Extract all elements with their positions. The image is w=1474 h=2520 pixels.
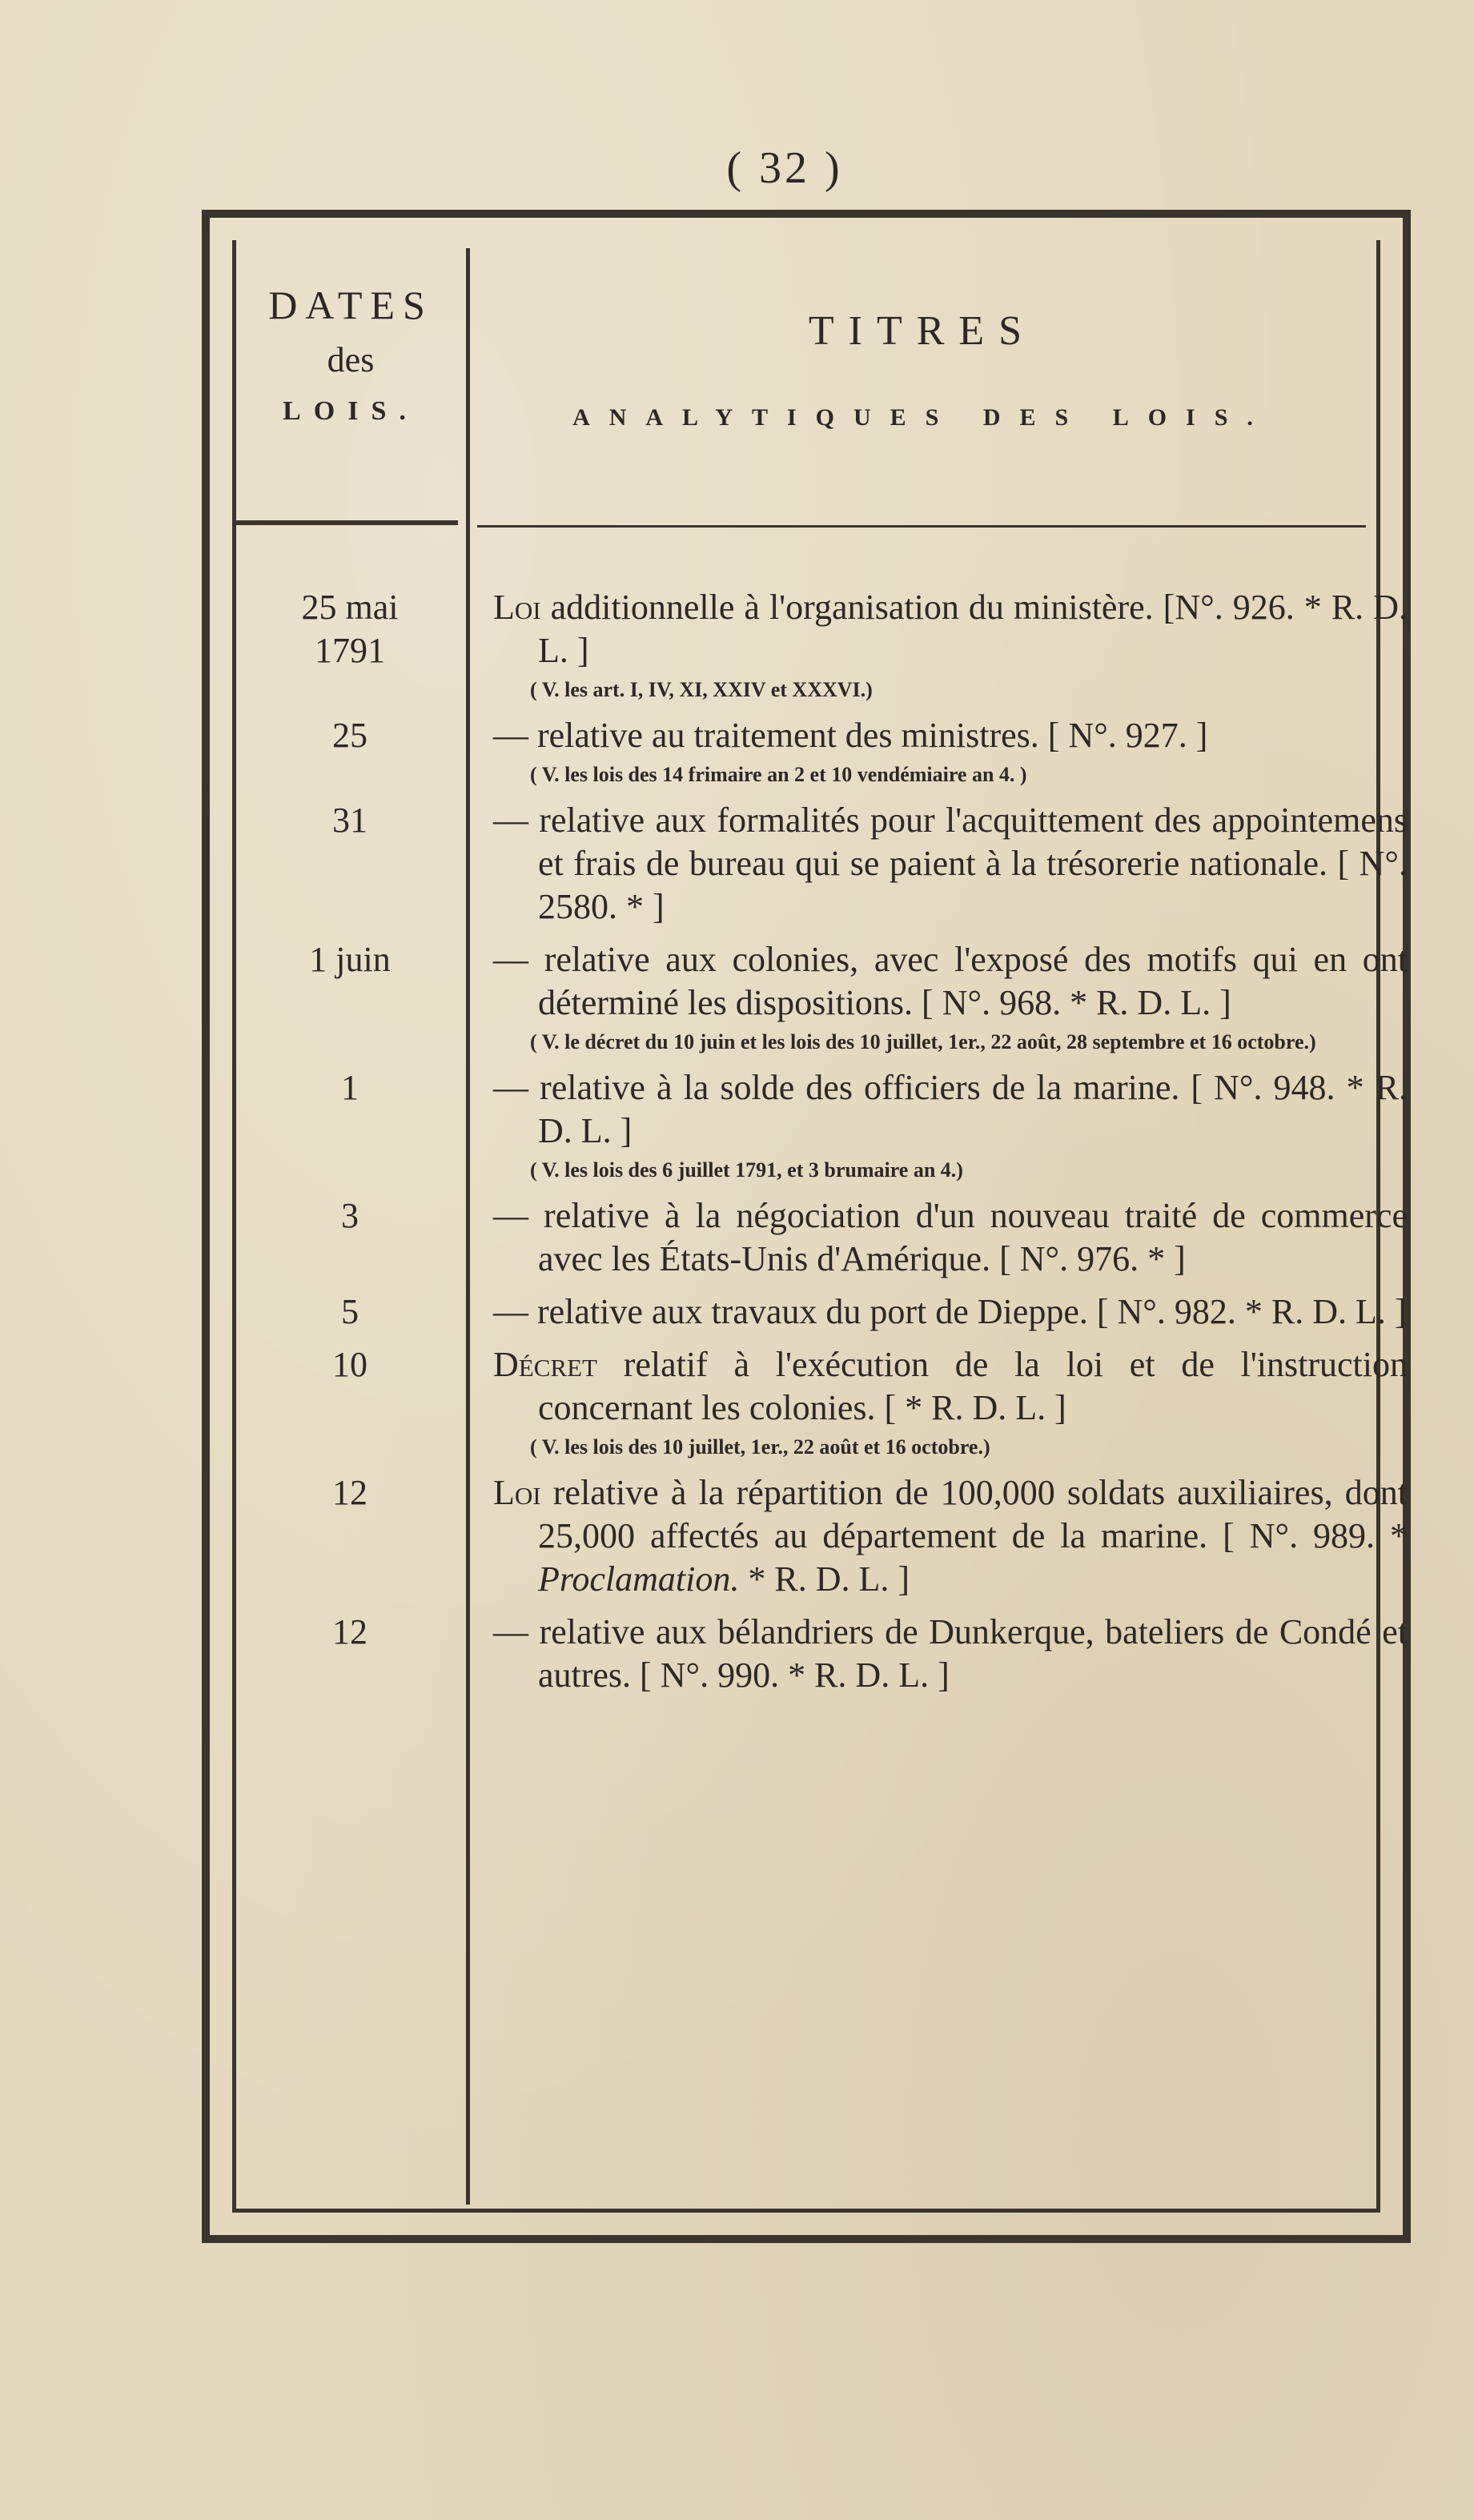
- list-item: [210, 938, 1408, 1057]
- list-item: [210, 714, 1403, 789]
- entry-text: Loi relative à la répartition de 100,000 soldats auxiliaires, dont 25,000 affectés au département de la marine. [ N°. 989. * Proclamation. * R. D. L. ]: [493, 1473, 1408, 1599]
- entry-date: 25: [332, 716, 367, 755]
- entry-text: — relative à la solde des officiers de la marine. [ N°. 948. * R. D. L. ]: [493, 1068, 1408, 1150]
- titres-title: TITRES: [808, 308, 1037, 354]
- list-item: [210, 1066, 1408, 1185]
- list-item: [210, 1290, 1407, 1334]
- entry-date: 3: [341, 1196, 359, 1235]
- list-item: [210, 1194, 1408, 1281]
- entry-date: 5: [341, 1292, 359, 1331]
- entry-text: — relative à la négociation d'un nouveau traité de commerce avec les États-Unis d'Amérique. [ N°. 976. * ]: [493, 1196, 1408, 1278]
- entry-text: Décret relatif à l'exécution de la loi et de l'instruction concernant les colonies. [ * R. D. L. ]: [493, 1345, 1408, 1427]
- titres-subtitle: ANALYTIQUES DES LOIS.: [572, 404, 1272, 431]
- entry-reference: ( V. les art. I, IV, XI, XXIV et XXXVI.): [530, 678, 873, 701]
- entry-date: 1: [341, 1068, 359, 1107]
- entry-text: — relative aux travaux du port de Dieppe. [ N°. 982. * R. D. L. ]: [493, 1292, 1407, 1331]
- dates-title: DATES: [268, 283, 433, 327]
- header-rule-left: [234, 520, 458, 525]
- entry-date: 10: [332, 1345, 367, 1384]
- entry-date: 12: [332, 1473, 367, 1512]
- header-rule-right: [477, 525, 1366, 528]
- page-number: ( 32 ): [726, 143, 843, 193]
- entry-text: — relative aux bélandriers de Dunkerque, bateliers de Condé et autres. [ N°. 990. * R. D. L. ]: [493, 1612, 1408, 1695]
- entry-reference: ( V. le décret du 10 juin et les lois des 10 juillet, 1er., 22 août, 28 septembre et 16 octobre.): [530, 1030, 1316, 1053]
- dates-des: des: [327, 340, 375, 379]
- entry-date: 12: [332, 1612, 367, 1651]
- entry-text: — relative aux formalités pour l'acquittement des appointemens et frais de bureau qui se paient à la trésorerie nationale. [ N°. 2580. * ]: [493, 801, 1408, 926]
- entry-reference: ( V. les lois des 6 juillet 1791, et 3 brumaire an 4.): [530, 1158, 963, 1182]
- entry-text: — relative aux colonies, avec l'exposé des motifs qui en ont déterminé les dispositions. [ N°. 968. * R. D. L. ]: [493, 940, 1408, 1022]
- entry-lead: Loi: [493, 588, 541, 627]
- entry-text: — relative au traitement des ministres. [ N°. 927. ]: [493, 716, 1208, 755]
- entry-lead: Décret: [493, 1345, 597, 1384]
- entries-list: [210, 586, 1408, 1697]
- entry-date: 31: [332, 801, 367, 840]
- table-frame: [202, 210, 1411, 2243]
- titres-column-header: [482, 307, 1363, 431]
- list-item: [210, 586, 1408, 704]
- entry-reference: ( V. les lois des 14 frimaire an 2 et 10 vendémiaire an 4. ): [530, 763, 1027, 786]
- entry-reference: ( V. les lois des 10 juillet, 1er., 22 août et 16 octobre.): [530, 1435, 990, 1459]
- dates-lois: LOIS.: [283, 396, 419, 426]
- list-item: [210, 799, 1408, 929]
- list-item: [210, 1343, 1408, 1462]
- dates-column-header: [239, 282, 463, 427]
- list-item: [210, 1471, 1408, 1601]
- entry-date: 25 mai 1791: [301, 588, 399, 670]
- entry-text: Loi additionnelle à l'organisation du ministère. [N°. 926. * R. D. L. ]: [493, 588, 1408, 670]
- entry-lead: Loi: [493, 1473, 541, 1512]
- list-item: [210, 1611, 1408, 1697]
- entry-date: 1 juin: [309, 940, 391, 979]
